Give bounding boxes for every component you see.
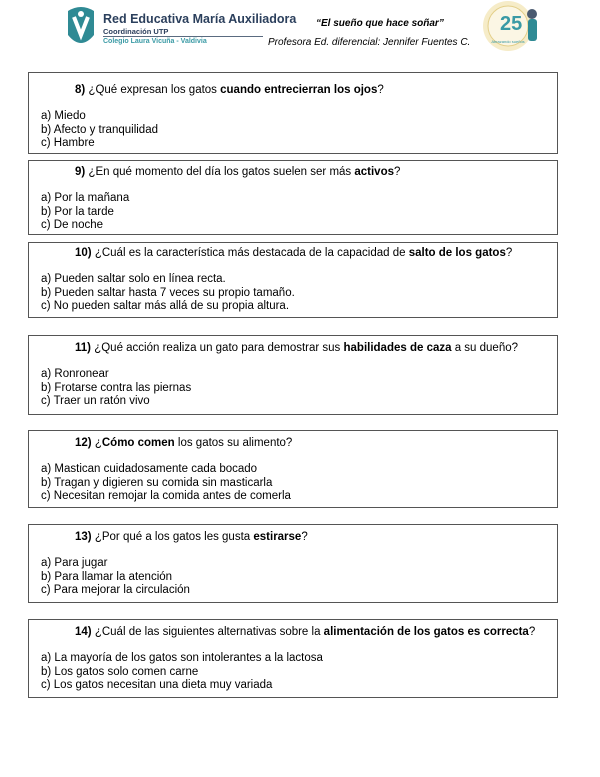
answer-option[interactable]: b) Frotarse contra las piernas <box>41 381 192 394</box>
question-card <box>28 430 558 508</box>
question-text: 8) ¿Qué expresan los gatos cuando entrecierran los ojos? <box>75 84 384 96</box>
school-logo-icon <box>64 5 98 51</box>
answer-option[interactable]: a) La mayoría de los gatos son intolerantes a la lactosa <box>41 652 323 664</box>
page-header <box>0 0 600 60</box>
answer-options <box>41 110 158 151</box>
question-card <box>28 524 558 603</box>
answer-option[interactable]: c) No pueden saltar más allá de su propia altura. <box>41 300 290 313</box>
question-text: 10) ¿Cuál es la característica más destacada de la capacidad de salto de los gatos? <box>75 247 513 259</box>
answer-option[interactable]: c) Necesitan remojar la comida antes de comerla <box>41 490 291 503</box>
badge-number: 25 <box>500 13 523 35</box>
answer-option[interactable]: a) Ronronear <box>41 368 109 380</box>
answer-option[interactable]: b) Por la tarde <box>41 205 114 218</box>
question-text: 14) ¿Cuál de las siguientes alternativas sobre la alimentación de los gatos es correcta? <box>75 626 536 638</box>
question-number: 14) <box>75 626 92 638</box>
answer-option[interactable]: a) Pueden saltar solo en línea recta. <box>41 273 226 285</box>
answer-option[interactable]: c) Para mejorar la circulación <box>41 584 190 597</box>
answer-option[interactable]: b) Tragan y digieren su comida sin masticarla <box>41 476 273 489</box>
question-card <box>28 72 558 154</box>
teacher-name: Profesora Ed. diferencial: Jennifer Fuentes C. <box>268 37 471 48</box>
answer-options <box>41 463 291 504</box>
question-text: 11) ¿Qué acción realiza un gato para demostrar sus habilidades de caza a su dueño? <box>75 342 519 354</box>
answer-option[interactable]: b) Los gatos solo comen carne <box>41 665 199 678</box>
answer-option[interactable]: b) Afecto y tranquilidad <box>41 123 158 136</box>
question-text: 13) ¿Por qué a los gatos les gusta estirarse? <box>75 531 308 543</box>
question-number: 12) <box>75 437 92 449</box>
answer-option[interactable]: a) Para jugar <box>41 557 108 569</box>
question-number: 10) <box>75 247 92 259</box>
question-text: 12) ¿Cómo comen los gatos su alimento? <box>75 437 293 449</box>
answer-option[interactable]: c) Los gatos necesitan una dieta muy variada <box>41 679 273 692</box>
question-card <box>28 335 558 415</box>
answer-options <box>41 368 191 409</box>
answer-options <box>41 192 129 233</box>
question-number: 8) <box>75 84 86 96</box>
answer-option[interactable]: b) Pueden saltar hasta 7 veces su propio tamaño. <box>41 286 295 299</box>
question-number: 11) <box>75 342 91 354</box>
answer-options <box>41 557 190 598</box>
answer-option[interactable]: c) Traer un ratón vivo <box>41 395 150 408</box>
question-text: 9) ¿En qué momento del día los gatos suelen ser más activos? <box>75 166 401 178</box>
question-card <box>28 242 558 318</box>
answer-option[interactable]: a) Mastican cuidadosamente cada bocado <box>41 463 258 475</box>
answer-option[interactable]: a) Miedo <box>41 110 86 122</box>
answer-options <box>41 273 295 314</box>
organization-department: Coordinación UTP <box>103 27 169 36</box>
question-number: 9) <box>75 166 86 178</box>
question-number: 13) <box>75 531 92 543</box>
question-card <box>28 160 558 235</box>
organization-campus: Colegio Laura Vicuña - Valdivia <box>103 38 207 45</box>
question-card <box>28 619 558 698</box>
anniversary-badge-icon <box>478 0 544 56</box>
answer-option[interactable]: b) Para llamar la atención <box>41 570 173 583</box>
motto: “El sueño que hace soñar” <box>316 18 444 29</box>
badge-caption: Abrazando sueños <box>491 39 525 44</box>
answer-option[interactable]: c) De noche <box>41 219 104 232</box>
organization-name: Red Educativa María Auxiliadora <box>103 12 297 26</box>
answer-option[interactable]: c) Hambre <box>41 137 95 150</box>
answer-options <box>41 652 323 693</box>
header-divider <box>103 36 263 37</box>
answer-option[interactable]: a) Por la mañana <box>41 192 130 204</box>
